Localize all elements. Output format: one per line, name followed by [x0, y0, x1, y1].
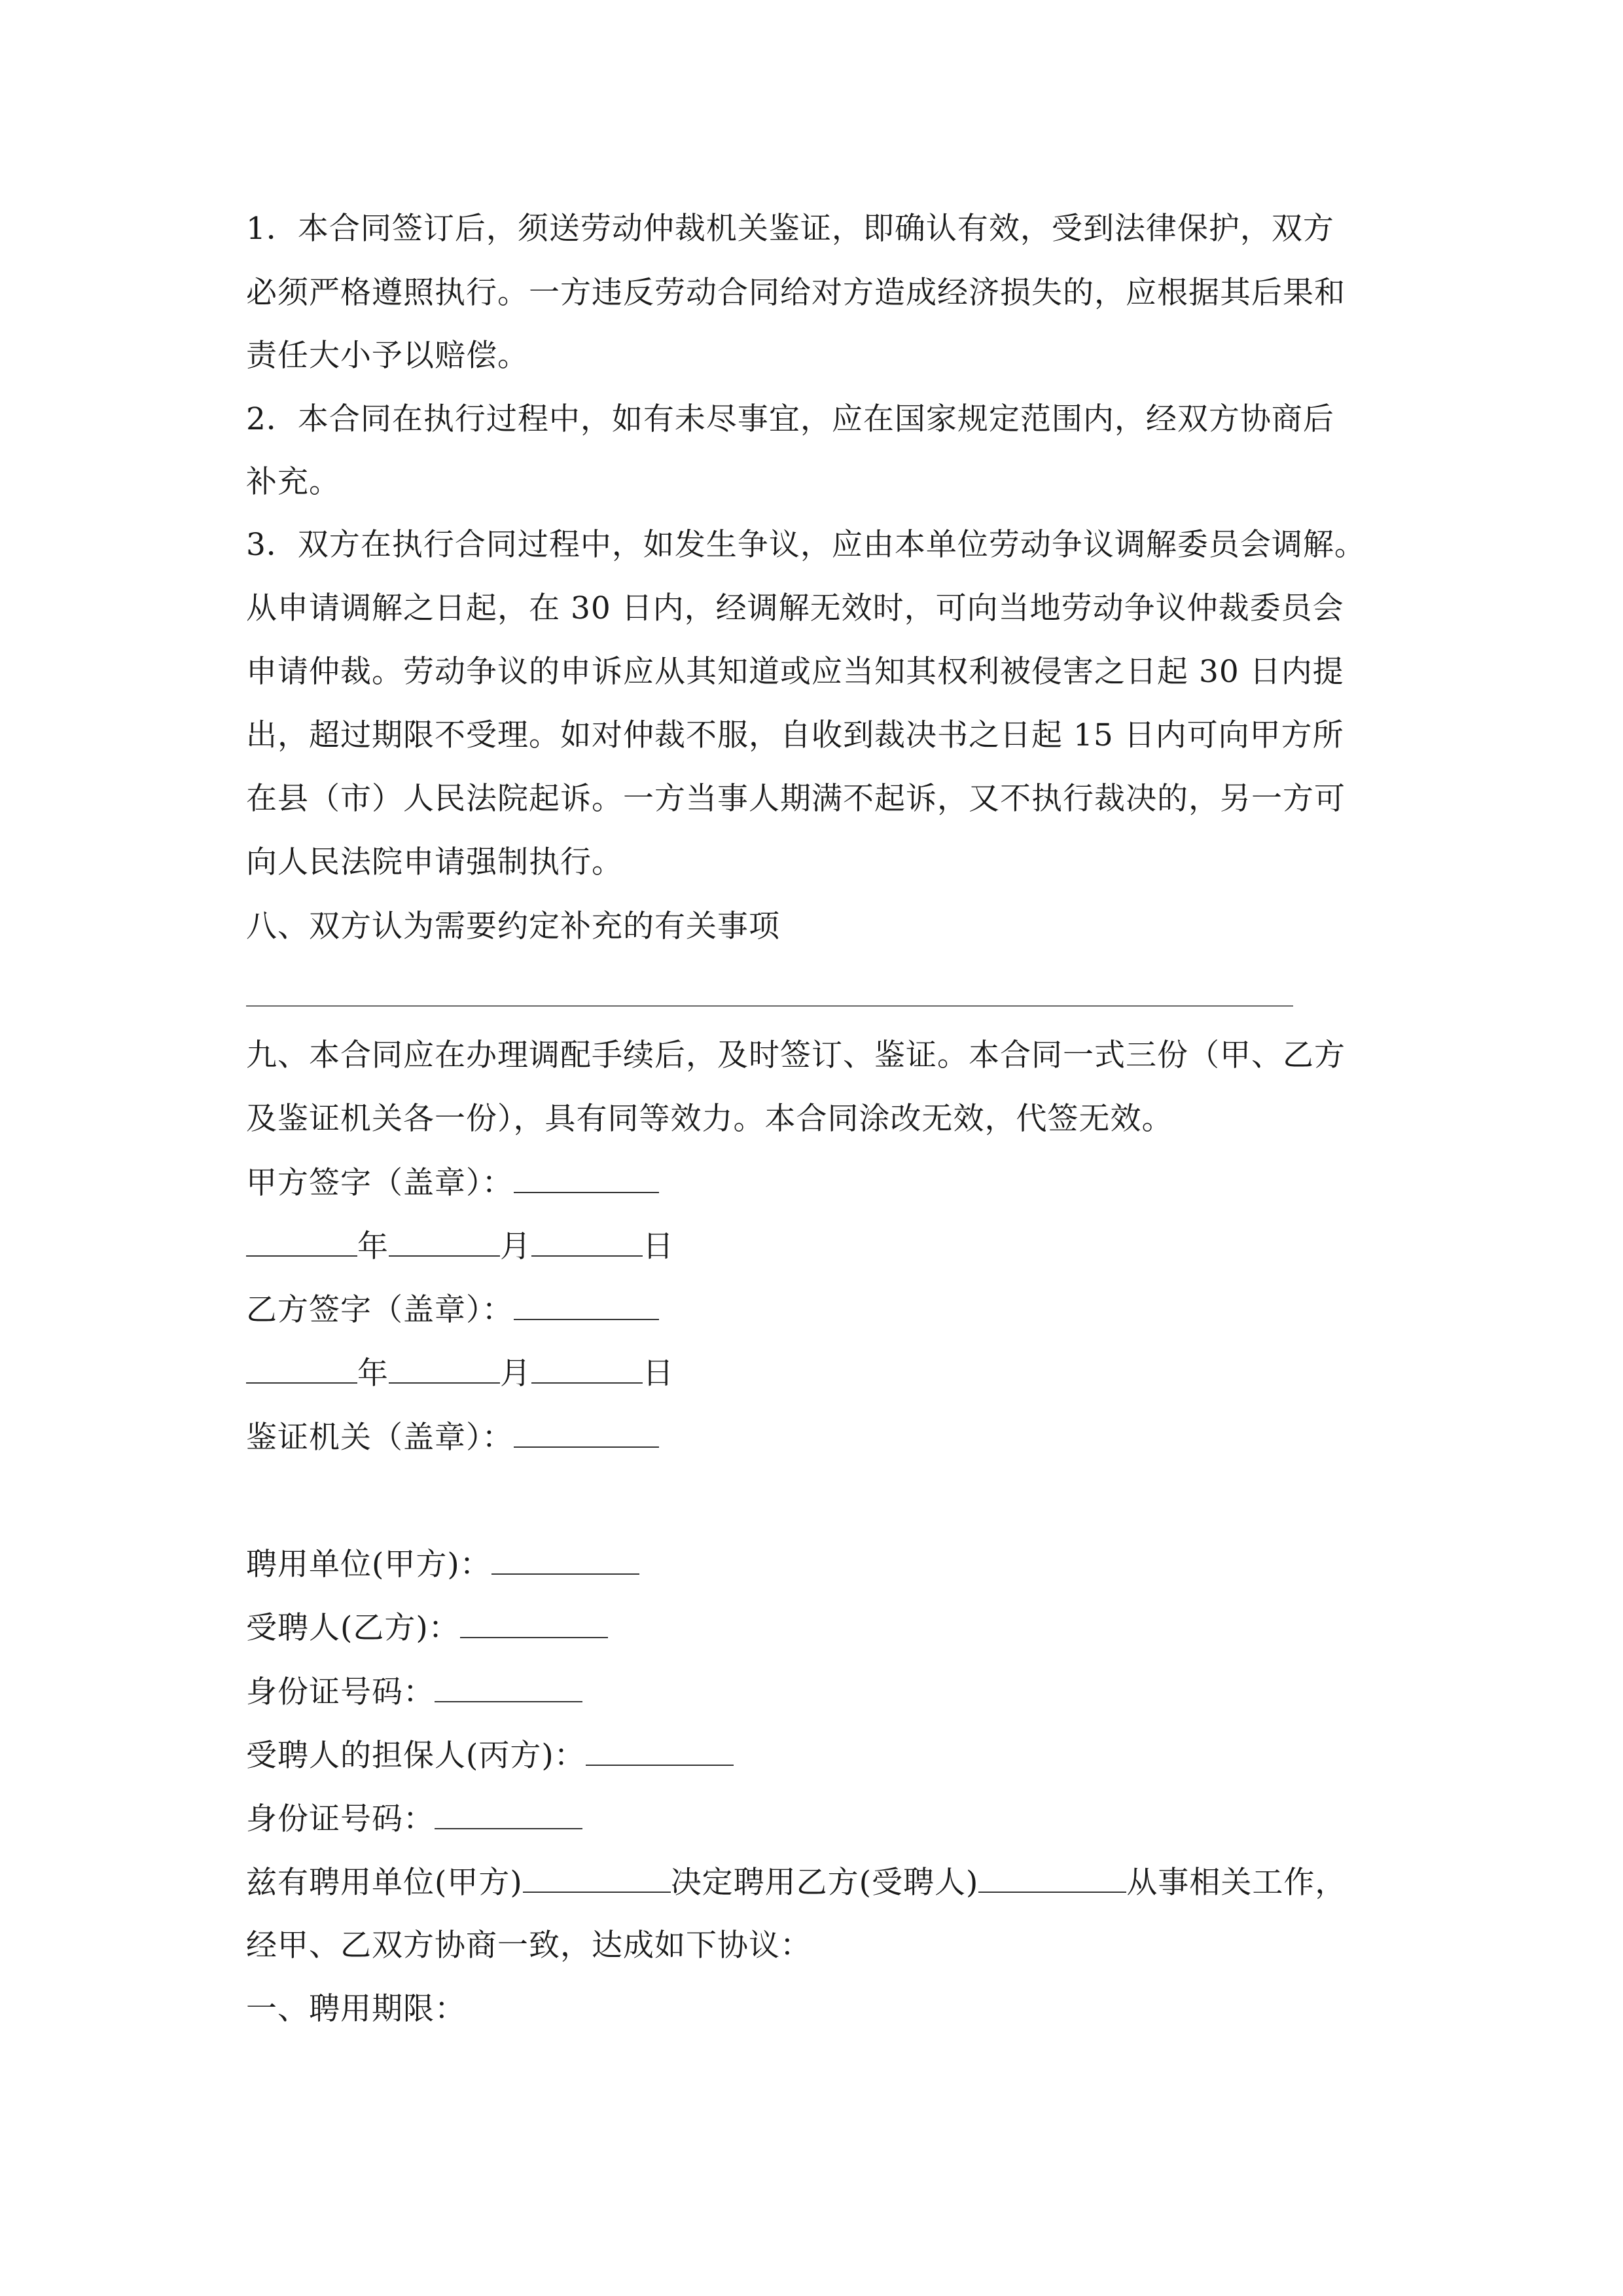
clause-2-line-1: 2．本合同在执行过程中，如有未尽事宜，应在国家规定范围内，经双方协商后 [246, 401, 1334, 437]
year-label: 年 [357, 1229, 389, 1265]
month-label: 月 [500, 1355, 531, 1391]
intro-part-2: 决定聘用乙方(受聘人) [670, 1865, 979, 1901]
party-a-month-blank[interactable] [389, 1227, 500, 1257]
party-b-signature-row [246, 1290, 659, 1330]
guarantor-row [246, 1736, 734, 1776]
clause-3-line-2: 从申请调解之日起，在 30 日内，经调解无效时，可向当地劳动争议仲裁委员会 [246, 590, 1344, 626]
section-1-title: 一、聘用期限： [246, 1991, 466, 2027]
party-b-date-row [246, 1354, 674, 1393]
intro-part-1: 兹有聘用单位(甲方) [246, 1865, 523, 1901]
clause-1-line-2: 必须严格遵照执行。一方违反劳动合同给对方造成经济损失的，应根据其后果和 [246, 275, 1346, 311]
notary-signature-row [246, 1418, 659, 1458]
party-b-signature-blank[interactable] [514, 1290, 659, 1320]
guarantor-id-blank[interactable] [435, 1799, 582, 1829]
employer-row [246, 1545, 639, 1585]
party-a-day-blank[interactable] [531, 1227, 643, 1257]
notary-signature-label: 鉴证机关（盖章）： [246, 1420, 514, 1456]
clause-2-line-2: 补充。 [246, 464, 340, 500]
party-b-month-blank[interactable] [389, 1354, 500, 1384]
party-a-signature-blank[interactable] [514, 1163, 659, 1193]
employee-id-row [246, 1672, 582, 1712]
clause-3-line-1: 3．双方在执行合同过程中，如发生争议，应由本单位劳动争议调解委员会调解。 [246, 527, 1366, 563]
clause-1-line-1: 1．本合同签订后，须送劳动仲裁机关鉴证，即确认有效，受到法律保护，双方 [246, 211, 1334, 247]
party-a-year-blank[interactable] [246, 1227, 357, 1257]
year-label: 年 [357, 1355, 389, 1391]
party-a-signature-label: 甲方签字（盖章）： [246, 1165, 514, 1201]
employee-blank[interactable] [460, 1608, 608, 1638]
party-b-year-blank[interactable] [246, 1354, 357, 1384]
clause-3-line-6: 向人民法院申请强制执行。 [246, 844, 623, 880]
party-b-signature-label: 乙方签字（盖章）： [246, 1292, 514, 1328]
contract-intro-line-1 [246, 1863, 1346, 1903]
guarantor-blank[interactable] [586, 1736, 734, 1766]
supplementary-terms-blank-line[interactable] [246, 1005, 1293, 1007]
clause-3-line-3: 申请仲裁。劳动争议的申诉应从其知道或应当知其权利被侵害之日起 30 日内提 [246, 654, 1344, 690]
notary-signature-blank[interactable] [514, 1418, 659, 1448]
section-9-line-2: 及鉴证机关各一份），具有同等效力。本合同涂改无效，代签无效。 [246, 1101, 1173, 1137]
guarantor-id-label: 身份证号码： [246, 1801, 435, 1837]
party-a-date-row [246, 1227, 674, 1266]
intro-employer-blank[interactable] [523, 1863, 671, 1893]
employee-row [246, 1608, 608, 1648]
guarantor-id-row [246, 1799, 582, 1839]
day-label: 日 [643, 1229, 674, 1265]
clause-3-line-4: 出，超过期限不受理。如对仲裁不服，自收到裁决书之日起 15 日内可向甲方所 [246, 717, 1344, 753]
clause-3-line-5: 在县（市）人民法院起诉。一方当事人期满不起诉，又不执行裁决的，另一方可 [246, 781, 1346, 817]
employee-label: 受聘人(乙方)： [246, 1610, 460, 1646]
employer-blank[interactable] [491, 1545, 639, 1575]
section-9-line-1: 九、本合同应在办理调配手续后，及时签订、鉴证。本合同一式三份（甲、乙方 [246, 1037, 1346, 1073]
day-label: 日 [643, 1355, 674, 1391]
intro-part-3: 从事相关工作， [1126, 1865, 1347, 1901]
party-b-day-blank[interactable] [531, 1354, 643, 1384]
intro-employee-blank[interactable] [978, 1863, 1126, 1893]
month-label: 月 [500, 1229, 531, 1265]
party-a-signature-row [246, 1163, 659, 1203]
clause-1-line-3: 责任大小予以赔偿。 [246, 338, 529, 374]
contract-intro-line-2: 经甲、乙双方协商一致，达成如下协议： [246, 1928, 812, 1964]
employee-id-blank[interactable] [435, 1672, 582, 1702]
section-8-title: 八、双方认为需要约定补充的有关事项 [246, 908, 780, 944]
employer-label: 聘用单位(甲方)： [246, 1547, 491, 1583]
guarantor-label: 受聘人的担保人(丙方)： [246, 1738, 586, 1774]
employee-id-label: 身份证号码： [246, 1674, 435, 1710]
